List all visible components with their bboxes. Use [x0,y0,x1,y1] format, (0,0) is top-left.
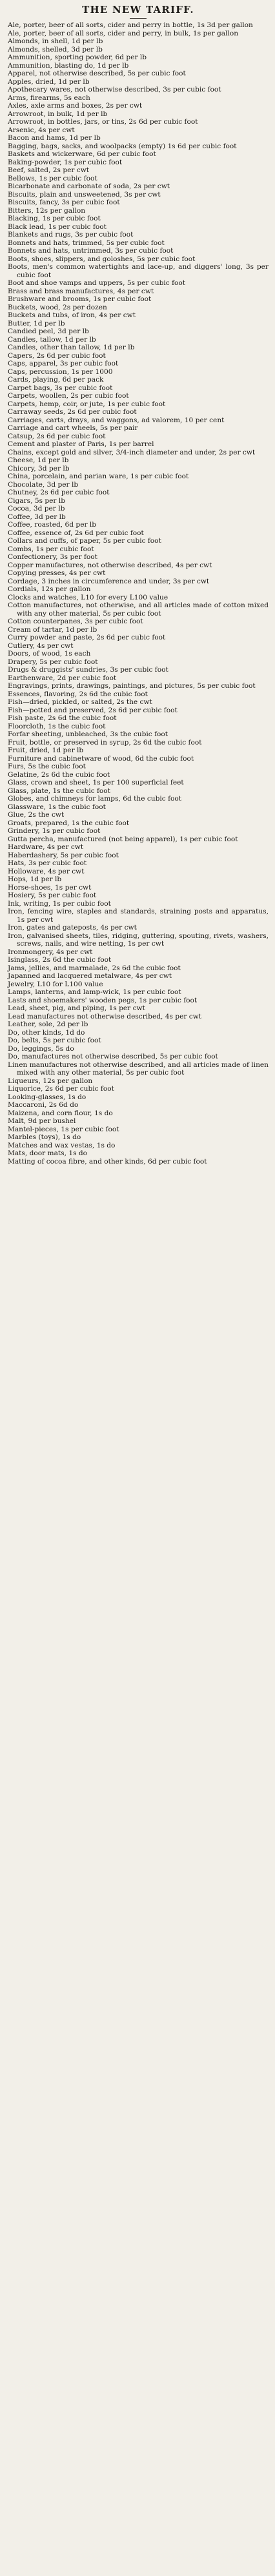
tariff-entry: Liquorice, 2s 6d per cubic foot [8,1085,114,1093]
tariff-entry: Curry powder and paste, 2s 6d per cubic foot [8,634,166,641]
tariff-entry: Bitters, 12s per gallon [8,206,86,215]
tariff-entry: Iron, galvanised sheets, tiles, ridging, guttering, spouting, rivets, washers, screws, nails, and wire netting, 1s per cwt [8,932,269,948]
tariff-entry: Candles, other than tallow, 1d per lb [8,344,135,351]
tariff-entry: Candles, tallow, 1d per lb [8,335,96,344]
tariff-entry: Bonnets and hats, trimmed, 5s per cubic foot [8,239,165,247]
tariff-entry: Brass and brass manufactures, 4s per cwt [8,287,154,295]
tariff-entry: Apparel, not otherwise described, 5s per cubic foot [8,70,186,77]
tariff-entry: Ironmongery, 4s per cwt [8,948,93,956]
tariff-entry: Bonnets and hats, untrimmed, 3s per cubic foot [8,247,174,255]
tariff-entry: Biscuits, plain and unsweetened, 3s per cwt [8,190,161,199]
tariff-entry: Do, belts, 5s per cubic foot [8,1037,101,1044]
tariff-entry: Bicarbonate and carbonate of soda, 2s per cwt [8,182,170,190]
tariff-entry: Hats, 3s per cubic foot [8,859,87,867]
tariff-entry: Blacking, 1s per cubic foot [8,215,101,222]
tariff-entry: Coffee, roasted, 6d per lb [8,521,97,529]
tariff-entry: Lead manufactures not otherwise described, 4s per cwt [8,1012,202,1020]
tariff-entry: Do, manufactures not otherwise described, 5s per cubic foot [8,1053,218,1060]
tariff-entry: Looking-glasses, 1s do [8,1093,87,1101]
tariff-entry: Boot and shoe vamps and uppers, 5s per cubic foot [8,279,186,287]
tariff-entry: Fruit, dried, 1d per lb [8,746,84,754]
tariff-entry: Jams, jellies, and marmalade, 2s 6d the cubic foot [8,964,181,972]
tariff-entry: Candied peel, 3d per lb [8,327,89,335]
tariff-entry: Hardware, 4s per cwt [8,843,84,851]
tariff-entry: China, porcelain, and parian ware, 1s per cubic foot [8,473,189,480]
tariff-entry: Brushware and brooms, 1s per cubic foot [8,295,152,303]
tariff-entry: Black lead, 1s per cubic foot [8,222,107,231]
tariff-entry: Chains, except gold and silver, 3/4-inch diameter and under, 2s per cwt [8,448,256,456]
tariff-entry: Maizena, and corn flour, 1s do [8,1109,113,1117]
tariff-entry: Buckets, wood, 2s per dozen [8,303,107,311]
tariff-entry: Butter, 1d per lb [8,319,65,327]
tariff-entry: Groats, prepared, 1s the cubic foot [8,819,130,827]
tariff-entry: Copying presses, 4s per cwt [8,569,106,577]
tariff-entry: Ale, porter, beer of all sorts, cider and perry, in bulk, 1s per gallon [8,29,239,37]
tariff-entry: Chicory, 3d per lb [8,464,70,473]
tariff-entry: Axles, axle arms and boxes, 2s per cwt [8,102,143,110]
tariff-entry: Boots, shoes, slippers, and goloshes, 5s per cubic foot [8,255,196,263]
tariff-entry: Furniture and cabinetware of wood, 6d the cubic foot [8,754,194,763]
tariff-entry: Copper manufactures, not otherwise described, 4s per cwt [8,561,212,569]
tariff-entry: Drapery, 5s per cubic foot [8,658,98,666]
tariff-entry: Do, leggings, 5s do [8,1044,74,1053]
tariff-entry: Chutney, 2s 6d per cubic foot [8,489,110,496]
tariff-entry: Combs, 1s per cubic foot [8,545,94,553]
tariff-entry: Ammunition, blasting do, 1d per lb [8,61,129,70]
tariff-entry: Biscuits, fancy, 3s per cubic foot [8,199,120,206]
tariff-entry: Marbles (toys), 1s do [8,1133,81,1141]
tariff-entry: Liqueurs, 12s per gallon [8,1077,93,1085]
tariff-entry: Lamps, lanterns, and lamp-wick, 1s per cubic foot [8,988,181,996]
tariff-entry: Haberdashery, 5s per cubic foot [8,851,119,859]
tariff-entry: Bagging, bags, sacks, and woolpacks (empty) 1s 6d per cubic foot [8,142,237,150]
tariff-entry: Cigars, 5s per lb [8,496,66,505]
tariff-entry: Ammunition, sporting powder, 6d per lb [8,54,147,61]
tariff-entry: Carpets, hemp, coir, or jute, 1s per cubic foot [8,400,166,408]
tariff-entry: Clocks and watches, L10 for every L100 value [8,593,168,601]
tariff-entry: Carriage and cart wheels, 5s per pair [8,424,138,432]
tariff-entry: Cordage, 3 inches in circumference and under, 3s per cwt [8,577,210,585]
tariff-entry: Fish—potted and preserved, 2s 6d per cubic foot [8,706,178,714]
tariff-entry: Cotton manufactures, not otherwise, and all articles made of cotton mixed with any other material, 5s per cubic foot [8,601,269,618]
tariff-entry: Iron, gates and gateposts, 4s per cwt [8,924,137,932]
tariff-entry: Leather, sole, 2d per lb [8,1020,88,1028]
tariff-entry: Cream of tartar, 1d per lb [8,625,97,634]
tariff-entry: Globes, and chimneys for lamps, 6d the cubic foot [8,795,182,803]
tariff-entry: Buckets and tubs, of iron, 4s per cwt [8,311,136,319]
tariff-entry: Fruit, bottle, or preserved in syrup, 2s 6d the cubic foot [8,738,202,746]
tariff-entry: Bacon and hams, 1d per lb [8,134,101,142]
tariff-entry: Arsenic, 4s per cwt [8,126,75,134]
tariff-entry: Matches and wax vestas, 1s do [8,1141,116,1149]
tariff-entry: Boots, men's common watertights and lace-up, and diggers' long, 3s per cubic foot [8,263,269,279]
tariff-entry: Mantel-pieces, 1s per cubic foot [8,1125,119,1133]
tariff-entry: Confectionery, 3s per foot [8,553,97,561]
tariff-entry: Lasts and shoemakers' wooden pegs, 1s per cubic foot [8,996,198,1004]
tariff-entry: Cotton counterpanes, 3s per cubic foot [8,618,143,625]
tariff-entry: Caps, apparel, 3s per cubic foot [8,360,119,367]
tariff-entry: Iron, fencing wire, staples and standards, straining posts and apparatus, 1s per cwt [8,908,269,924]
tariff-entry: Lead, sheet, pig, and piping, 1s per cwt [8,1004,145,1012]
tariff-entry: Furs, 5s the cubic foot [8,763,86,770]
tariff-entry: Almonds, in shell, 1d per lb [8,37,103,45]
tariff-entry: Grindery, 1s per cubic foot [8,827,101,835]
tariff-entry: Holloware, 4s per cwt [8,867,85,875]
tariff-entry: Arrowroot, in bulk, 1d per lb [8,110,108,118]
tariff-entry: Cocoa, 3d per lb [8,505,65,512]
tariff-entry: Coffee, 3d per lb [8,512,66,521]
tariff-entry: Earthenware, 2d per cubic foot [8,674,117,682]
tariff-entry: Blankets and rugs, 3s per cubic foot [8,231,134,239]
tariff-entry: Arrowroot, in bottles, jars, or tins, 2s 6d per cubic foot [8,118,198,126]
tariff-entry: Caps, percussion, 1s per 1000 [8,367,113,376]
tariff-entry: Mats, door mats, 1s do [8,1149,88,1157]
tariff-entry: Do, other kinds, 1d do [8,1028,85,1037]
tariff-entry: Drugs & druggists' sundries, 3s per cubic foot [8,666,168,674]
tariff-entry: Apples, dried, 1d per lb [8,77,90,86]
tariff-entry: Jewelry, L10 for L100 value [8,980,103,988]
tariff-entry: Hosiery, 5s per cubic foot [8,892,97,899]
tariff-entry: Linen manufactures not otherwise described, and all articles made of linen mixed with any other material, 5s per cubic foot [8,1060,269,1077]
tariff-entry: Beef, salted, 2s per cwt [8,166,90,174]
tariff-entry: Glass, crown and sheet, 1s per 100 superficial feet [8,779,184,786]
tariff-entry: Glass, plate, 1s the cubic foot [8,786,110,795]
tariff-entry: Arms, firearms, 5s each [8,93,90,102]
tariff-entry: Chocolate, 3d per lb [8,480,79,489]
tariff-entry: Bellows, 1s per cubic foot [8,174,97,182]
tariff-entry: Hops, 1d per lb [8,875,62,883]
tariff-entry: Matting of cocoa fibre, and other kinds, 6d per cubic foot [8,1157,207,1166]
tariff-entry: Baskets and wickerware, 6d per cubic foot [8,150,156,158]
tariff-entry: Forfar sheeting, unbleached, 3s the cubic foot [8,730,168,738]
tariff-entry: Glassware, 1s the cubic foot [8,803,106,811]
tariff-entry: Cordials, 12s per gallon [8,585,91,593]
tariff-entry: Cards, playing, 6d per pack [8,376,104,384]
tariff-entry: Isinglass, 2s 6d the cubic foot [8,956,112,964]
tariff-entry: Glue, 2s the cwt [8,811,65,819]
tariff-entry: Carraway seeds, 2s 6d per cubic foot [8,408,137,416]
tariff-entry: Cement and plaster of Paris, 1s per barrel [8,440,154,448]
tariff-entry: Cutlery, 4s per cwt [8,641,74,650]
tariff-entry: Carpet bags, 3s per cubic foot [8,384,113,392]
tariff-entry: Maccaroni, 2s 6d do [8,1101,79,1109]
tariff-entry: Almonds, shelled, 3d per lb [8,45,103,54]
tariff-entry: Baking-powder, 1s per cubic foot [8,158,123,166]
tariff-entry: Capers, 2s 6d per cubic foot [8,351,106,360]
tariff-entry: Cheese, 1d per lb [8,456,69,464]
tariff-entry: Japanned and lacquered metalware, 4s per cwt [8,972,172,980]
tariff-entry: Floorcloth, 1s the cubic foot [8,722,106,730]
document-title: THE NEW TARIFF. [82,4,194,15]
tariff-list [8,21,269,1166]
tariff-entry: Gutta percha, manufactured (not being apparel), 1s per cubic foot [8,835,238,843]
tariff-entry: Fish—dried, pickled, or salted, 2s the cwt [8,698,152,706]
tariff-entry: Catsup, 2s 6d per cubic foot [8,432,106,440]
tariff-entry: Engravings, prints, drawings, paintings, and pictures, 5s per cubic foot [8,682,256,690]
tariff-entry: Carpets, woollen, 2s per cubic foot [8,392,129,400]
tariff-entry: Fish paste, 2s 6d the cubic foot [8,714,117,722]
tariff-entry: Collars and cuffs, of paper, 5s per cubic foot [8,537,161,545]
tariff-entry: Ink, writing, 1s per cubic foot [8,899,111,908]
tariff-entry: Apothecary wares, not otherwise described, 3s per cubic foot [8,86,221,93]
tariff-entry: Horse-shoes, 1s per cwt [8,883,92,892]
title-rule [130,18,147,19]
tariff-entry: Ale, porter, beer of all sorts, cider and perry in bottle, 1s 3d per gallon [8,21,253,29]
tariff-entry: Doors, of wood, 1s each [8,650,91,658]
tariff-entry: Gelatine, 2s 6d the cubic foot [8,770,110,779]
tariff-entry: Essences, flavoring, 2s 6d the cubic foot [8,690,148,698]
tariff-entry: Coffee, essence of, 2s 6d per cubic foot [8,529,144,537]
tariff-entry: Malt, 9d per bushel [8,1117,76,1125]
tariff-entry: Carriages, carts, drays, and waggons, ad valorem, 10 per cent [8,416,225,424]
